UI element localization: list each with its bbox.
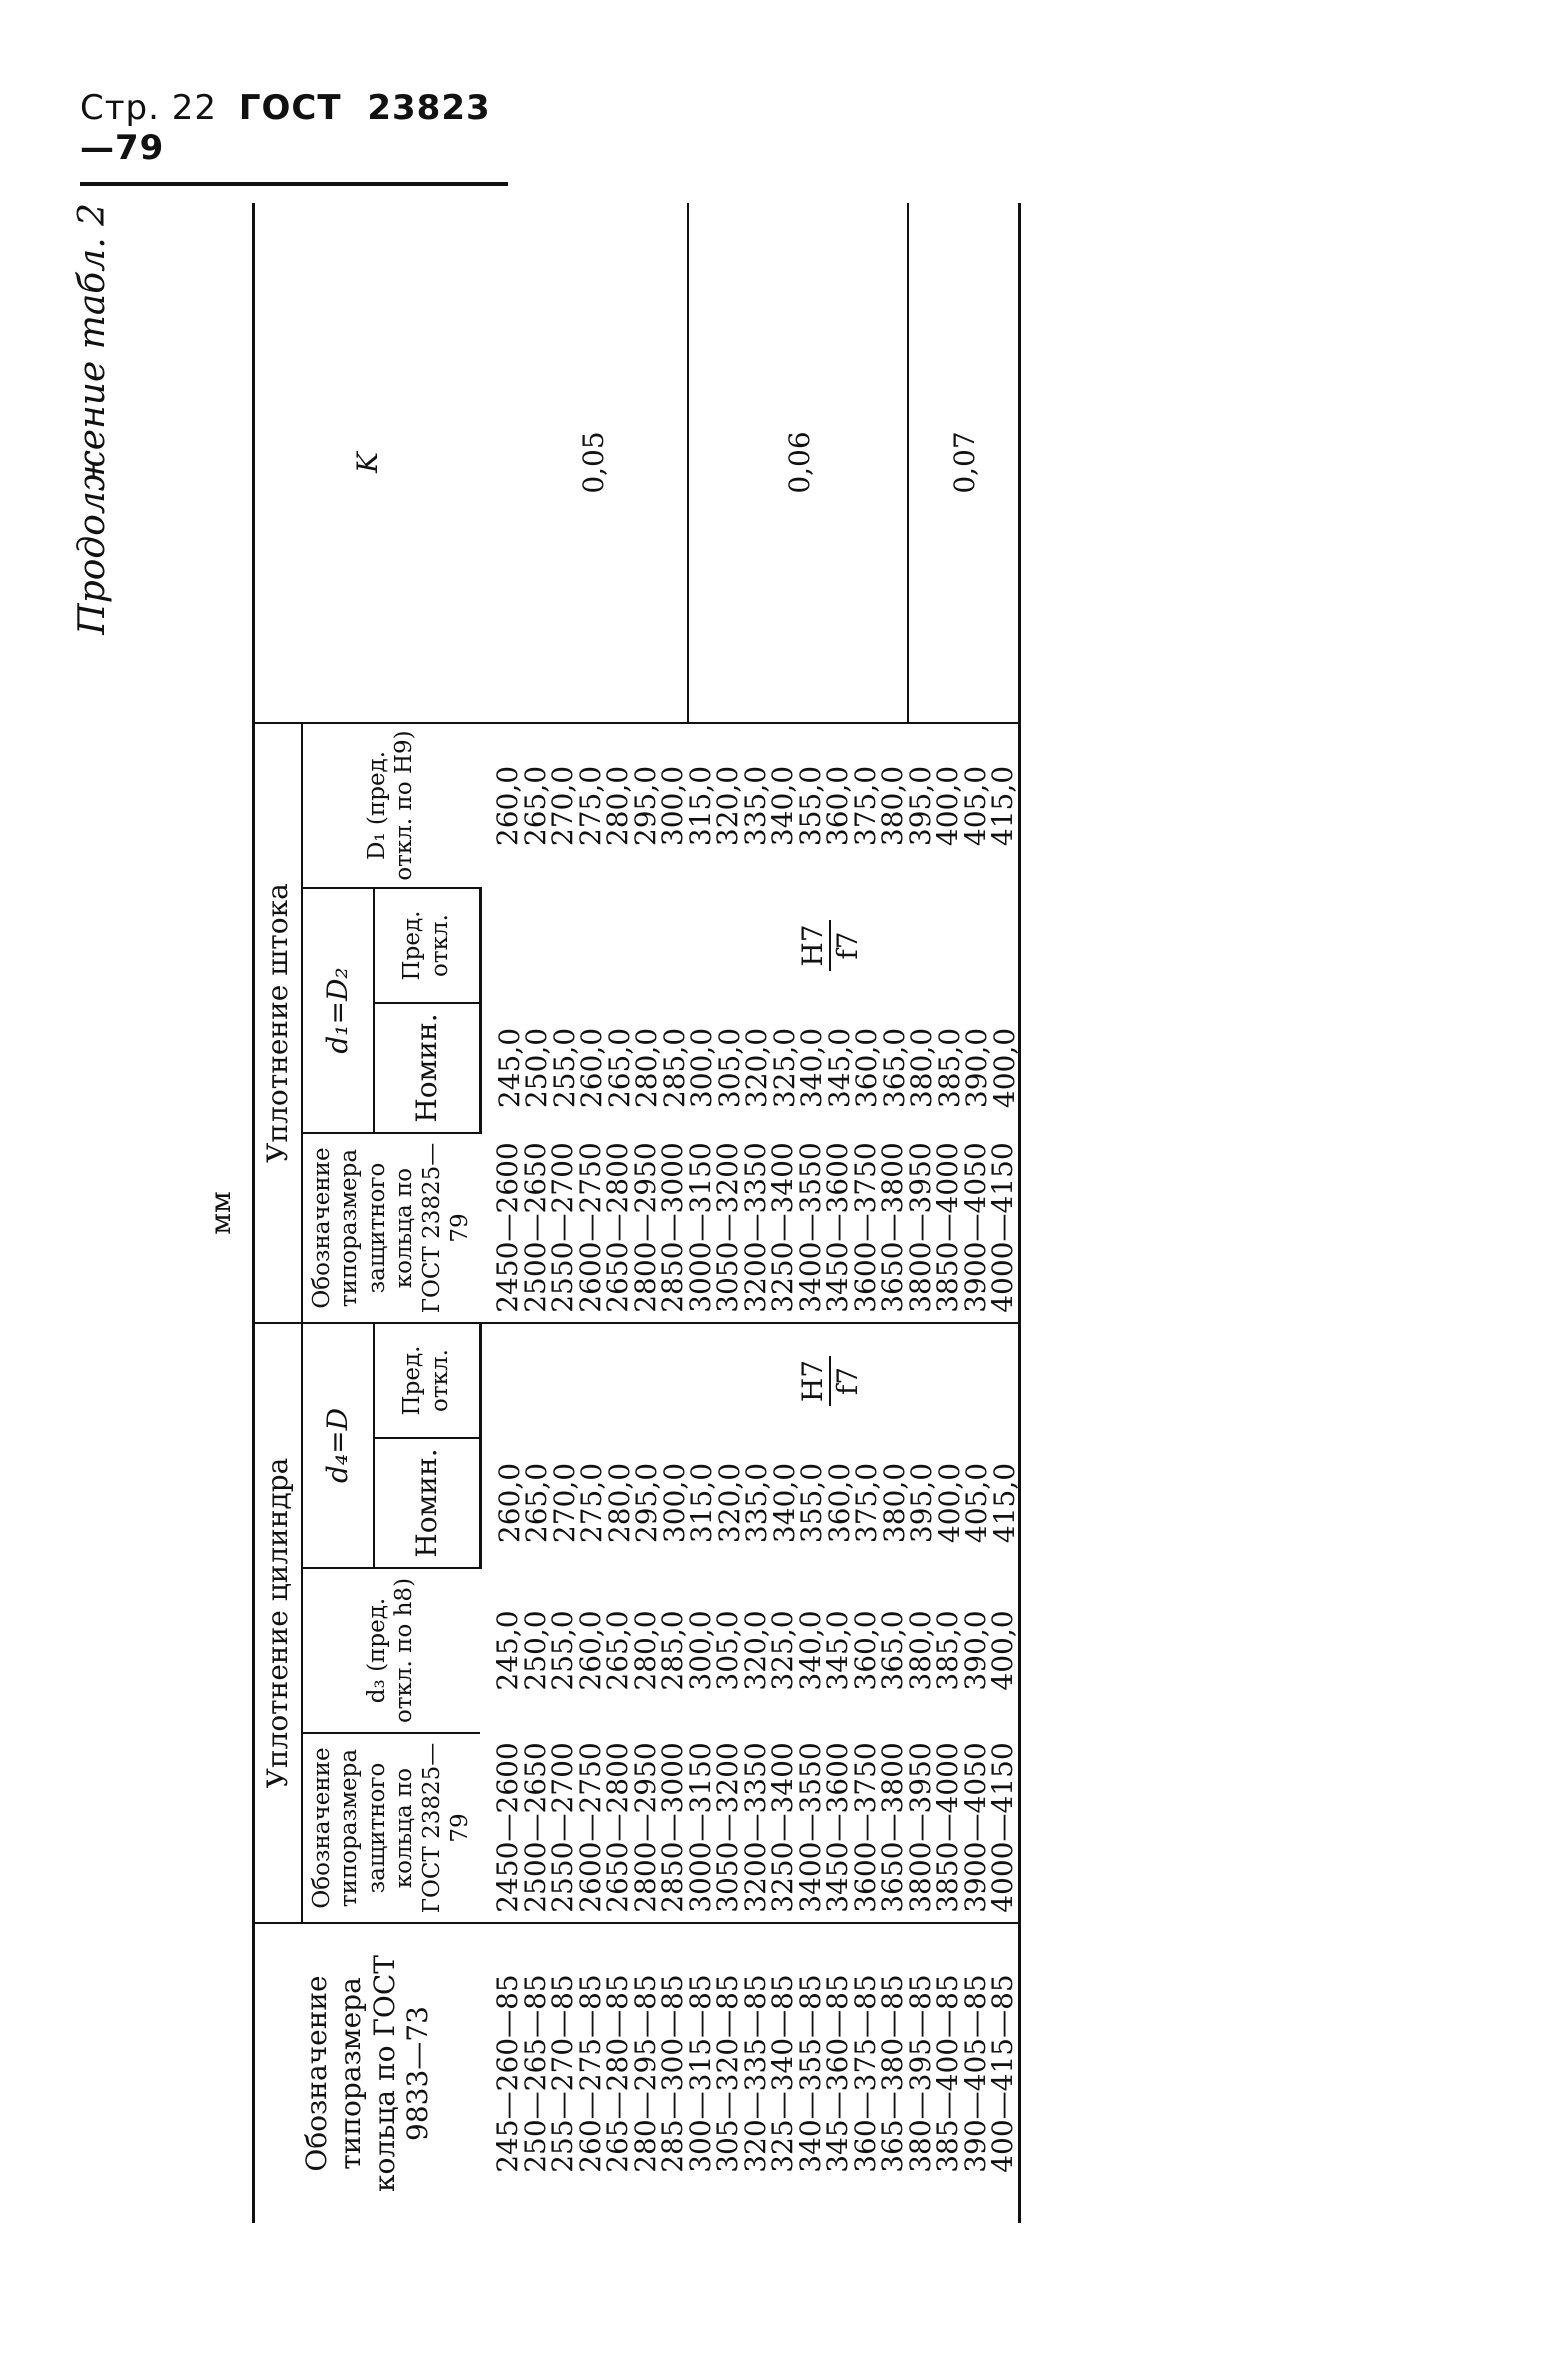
k-value: 0,06 [782, 431, 816, 494]
table-cell: 315,0 [685, 1462, 719, 1544]
table-cell: 320—335—85 [738, 1974, 772, 2173]
table-cell: 3450—3600 [821, 1142, 855, 1313]
col-cyl-protective-rings [480, 1733, 1020, 1923]
table-cell: 265,0 [520, 1462, 554, 1544]
table-cell: 3850—4000 [931, 1142, 965, 1313]
header-d4-tolerance: Пред. откл. [374, 1323, 480, 1438]
table-cell: 3000—3150 [683, 1142, 717, 1313]
table-cell: 3900—4050 [958, 1742, 992, 1913]
table-cell: 300—315—85 [683, 1974, 717, 2173]
table-cell: 3450—3600 [821, 1742, 855, 1913]
table-cell: 305—320—85 [711, 1974, 745, 2173]
table-cell: 390,0 [958, 1610, 992, 1691]
table-cell: 395,0 [903, 765, 937, 847]
table-body-row [480, 203, 1020, 2223]
table-cell: 280,0 [628, 1610, 662, 1691]
table-caption: Продолжение табл. 2 [72, 203, 113, 635]
table-cell: 2800—2950 [628, 1742, 662, 1913]
k-value: 0,05 [576, 431, 610, 494]
table-cell: 285—300—85 [656, 1974, 690, 2173]
table-cell: 360,0 [822, 1462, 856, 1544]
table-cell: 265,0 [518, 765, 552, 847]
table-cell: 360—375—85 [848, 1974, 882, 2173]
d1-fit-fraction [796, 920, 865, 970]
table-cell: 400,0 [932, 1462, 966, 1544]
table-cell: 3050—3200 [711, 1142, 745, 1313]
table-cell: 280,0 [602, 1462, 636, 1544]
table-cell: 265,0 [602, 1027, 636, 1109]
table-cell: 3000—3150 [683, 1742, 717, 1913]
d1-fit-numerator: H7 [796, 920, 832, 970]
header-d1-tolerance: Пред. откл. [374, 888, 480, 1003]
gost-label: ГОСТ [238, 88, 342, 128]
table-cell: 380,0 [903, 1610, 937, 1691]
header-d1-nominal: Номин. [374, 1003, 480, 1133]
page-header [80, 88, 508, 186]
table-cell: 315,0 [683, 765, 717, 847]
table-cell: 2650—2800 [601, 1742, 635, 1913]
table-cell: 250,0 [520, 1027, 554, 1109]
table-cell: 340,0 [766, 765, 800, 847]
header-rod-group: Уплотнение штока [254, 723, 302, 1323]
table-cell: 345,0 [821, 1610, 855, 1691]
table-cell: 2450—2600 [491, 1742, 525, 1913]
table-cell: 3400—3550 [793, 1742, 827, 1913]
table-cell: 390,0 [960, 1027, 994, 1109]
table-cell: 4000—4150 [986, 1142, 1020, 1313]
table-cell: 3250—3400 [766, 1742, 800, 1913]
header-k: K [254, 203, 481, 723]
col-d1-fit [480, 888, 1020, 1003]
table-cell: 415,0 [986, 765, 1020, 847]
col-d4-fit [480, 1323, 1020, 1438]
header-D1: D₁ (пред. откл. по H9) [302, 723, 481, 888]
table-cell: 375,0 [850, 1462, 884, 1544]
table-cell: 2500—2650 [518, 1742, 552, 1913]
header-ring-designation: Обозначение типоразмера кольца по ГОСТ 9833—73 [254, 1923, 481, 2223]
table-cell: 340—355—85 [793, 1974, 827, 2173]
table-cell: 260,0 [575, 1027, 609, 1109]
table-cell: 380—395—85 [903, 1974, 937, 2173]
table-cell: 405,0 [960, 1462, 994, 1544]
table-cell: 280,0 [630, 1027, 664, 1109]
table-cell: 250,0 [518, 1610, 552, 1691]
table-cell: 320,0 [738, 1610, 772, 1691]
d4-fit-denominator: f7 [831, 1366, 865, 1396]
k-group-divider [907, 203, 909, 722]
d4-fit-fraction [796, 1356, 865, 1406]
table-cell: 395,0 [905, 1462, 939, 1544]
table-cell: 3650—3800 [876, 1142, 910, 1313]
table-cell: 260,0 [492, 1462, 526, 1544]
table-cell: 265—280—85 [601, 1974, 635, 2173]
table-cell: 270,0 [547, 1462, 581, 1544]
table-cell: 2500—2650 [518, 1142, 552, 1313]
table-cell: 300,0 [656, 765, 690, 847]
header-cylinder-group: Уплотнение цилиндра [254, 1323, 302, 1923]
table-cell: 2850—3000 [656, 1742, 690, 1913]
table-cell: 380,0 [876, 765, 910, 847]
table-cell: 295,0 [628, 765, 662, 847]
table-cell: 275,0 [575, 1462, 609, 1544]
table-cell: 365,0 [877, 1027, 911, 1109]
table-cell: 2650—2800 [601, 1142, 635, 1313]
table-cell: 400,0 [931, 765, 965, 847]
units-label: мм [204, 1191, 237, 1235]
table-cell: 255—270—85 [546, 1974, 580, 2173]
table-cell: 400—415—85 [986, 1974, 1020, 2173]
col-D1-values [480, 723, 1020, 888]
table-cell: 345—360—85 [821, 1974, 855, 2173]
table-cell: 400,0 [986, 1610, 1020, 1691]
table-cell: 2550—2700 [546, 1742, 580, 1913]
table-cell: 325,0 [766, 1610, 800, 1691]
table-cell: 280—295—85 [628, 1974, 662, 2173]
table-cell: 385—400—85 [931, 1974, 965, 2173]
table-cell: 3850—4000 [931, 1742, 965, 1913]
table-cell: 390—405—85 [958, 1974, 992, 2173]
table-cell: 340,0 [795, 1027, 829, 1109]
table-cell: 280,0 [601, 765, 635, 847]
table-cell: 385,0 [932, 1027, 966, 1109]
table-cell: 365—380—85 [876, 1974, 910, 2173]
table-cell: 285,0 [656, 1610, 690, 1691]
col-k-values [480, 203, 1020, 723]
col-d1-nominal [480, 1003, 1020, 1133]
table-cell: 385,0 [931, 1610, 965, 1691]
table-cell: 3600—3750 [848, 1142, 882, 1313]
table-cell: 3900—4050 [958, 1142, 992, 1313]
table-cell: 250—265—85 [518, 1974, 552, 2173]
header-d3: d₃ (пред. откл. по h8) [302, 1568, 481, 1733]
table-cell: 4000—4150 [986, 1742, 1020, 1913]
table-cell: 275,0 [573, 765, 607, 847]
table-cell: 3650—3800 [876, 1742, 910, 1913]
table-cell: 3250—3400 [766, 1142, 800, 1313]
rotated-table-block [72, 203, 1152, 2223]
col-ring-designations [480, 1923, 1020, 2223]
table-cell: 285,0 [657, 1027, 691, 1109]
table-cell: 245,0 [491, 1610, 525, 1691]
table-cell: 2600—2750 [573, 1142, 607, 1313]
table-cell: 255,0 [546, 1610, 580, 1691]
d4-fit-numerator: H7 [796, 1356, 832, 1406]
table-cell: 345,0 [822, 1027, 856, 1109]
table-cell: 3200—3350 [738, 1742, 772, 1913]
table-cell: 3800—3950 [903, 1142, 937, 1313]
table-cell: 380,0 [877, 1462, 911, 1544]
table-cell: 320,0 [712, 1462, 746, 1544]
table-cell: 380,0 [905, 1027, 939, 1109]
table-cell: 340,0 [767, 1462, 801, 1544]
table-cell: 295,0 [630, 1462, 664, 1544]
table-cell: 270,0 [546, 765, 580, 847]
table-cell: 260—275—85 [573, 1974, 607, 2173]
table-cell: 3050—3200 [711, 1742, 745, 1913]
table-cell: 260,0 [491, 765, 525, 847]
table-cell: 340,0 [793, 1610, 827, 1691]
table-cell: 400,0 [987, 1027, 1021, 1109]
header-rod-protective-ring: Обозначение типоразмера защитного кольца по ГОСТ 23825—79 [302, 1133, 481, 1323]
table-cell: 405,0 [958, 765, 992, 847]
table-cell: 255,0 [547, 1027, 581, 1109]
table-cell: 415,0 [987, 1462, 1021, 1544]
table-cell: 3800—3950 [903, 1742, 937, 1913]
table-cell: 2600—2750 [573, 1742, 607, 1913]
header-d4-nominal: Номин. [374, 1438, 480, 1568]
table-cell: 355,0 [793, 765, 827, 847]
table-cell: 245,0 [492, 1027, 526, 1109]
col-d3-values [480, 1568, 1020, 1733]
table-cell: 325—340—85 [766, 1974, 800, 2173]
header-d4: d₄=D [302, 1323, 374, 1568]
table-cell: 3200—3350 [738, 1142, 772, 1313]
table-cell: 300,0 [685, 1027, 719, 1109]
table-cell: 3600—3750 [848, 1742, 882, 1913]
dimensions-table [252, 203, 1021, 2223]
table-cell: 360,0 [848, 1610, 882, 1691]
k-value: 0,07 [947, 431, 981, 494]
table-cell: 300,0 [657, 1462, 691, 1544]
table-cell: 335,0 [738, 765, 772, 847]
col-d4-nominal [480, 1438, 1020, 1568]
table-cell: 335,0 [740, 1462, 774, 1544]
header-d1: d₁=D₂ [302, 888, 374, 1133]
table-cell: 265,0 [601, 1610, 635, 1691]
table-cell: 360,0 [821, 765, 855, 847]
table-cell: 360,0 [850, 1027, 884, 1109]
table-cell: 365,0 [876, 1610, 910, 1691]
d1-fit-denominator: f7 [831, 931, 865, 960]
table-cell: 2550—2700 [546, 1142, 580, 1313]
table-cell: 260,0 [573, 1610, 607, 1691]
table-cell: 355,0 [795, 1462, 829, 1544]
table-cell: 325,0 [767, 1027, 801, 1109]
table-cell: 305,0 [712, 1027, 746, 1109]
page-number: Стр. 22 [80, 88, 218, 128]
table-cell: 375,0 [848, 765, 882, 847]
table-cell: 2850—3000 [656, 1142, 690, 1313]
col-rod-protective-rings [480, 1133, 1020, 1323]
table-cell: 305,0 [711, 1610, 745, 1691]
table-cell: 320,0 [740, 1027, 774, 1109]
document-number: 23823—79 [80, 88, 491, 168]
k-group-divider [687, 203, 689, 722]
table-cell: 300,0 [683, 1610, 717, 1691]
table-cell: 2800—2950 [628, 1142, 662, 1313]
table-cell: 320,0 [711, 765, 745, 847]
header-cyl-protective-ring: Обозначение типоразмера защитного кольца по ГОСТ 23825—79 [302, 1733, 481, 1923]
table-cell: 3400—3550 [793, 1142, 827, 1313]
table-cell: 2450—2600 [491, 1142, 525, 1313]
table-cell: 245—260—85 [491, 1974, 525, 2173]
